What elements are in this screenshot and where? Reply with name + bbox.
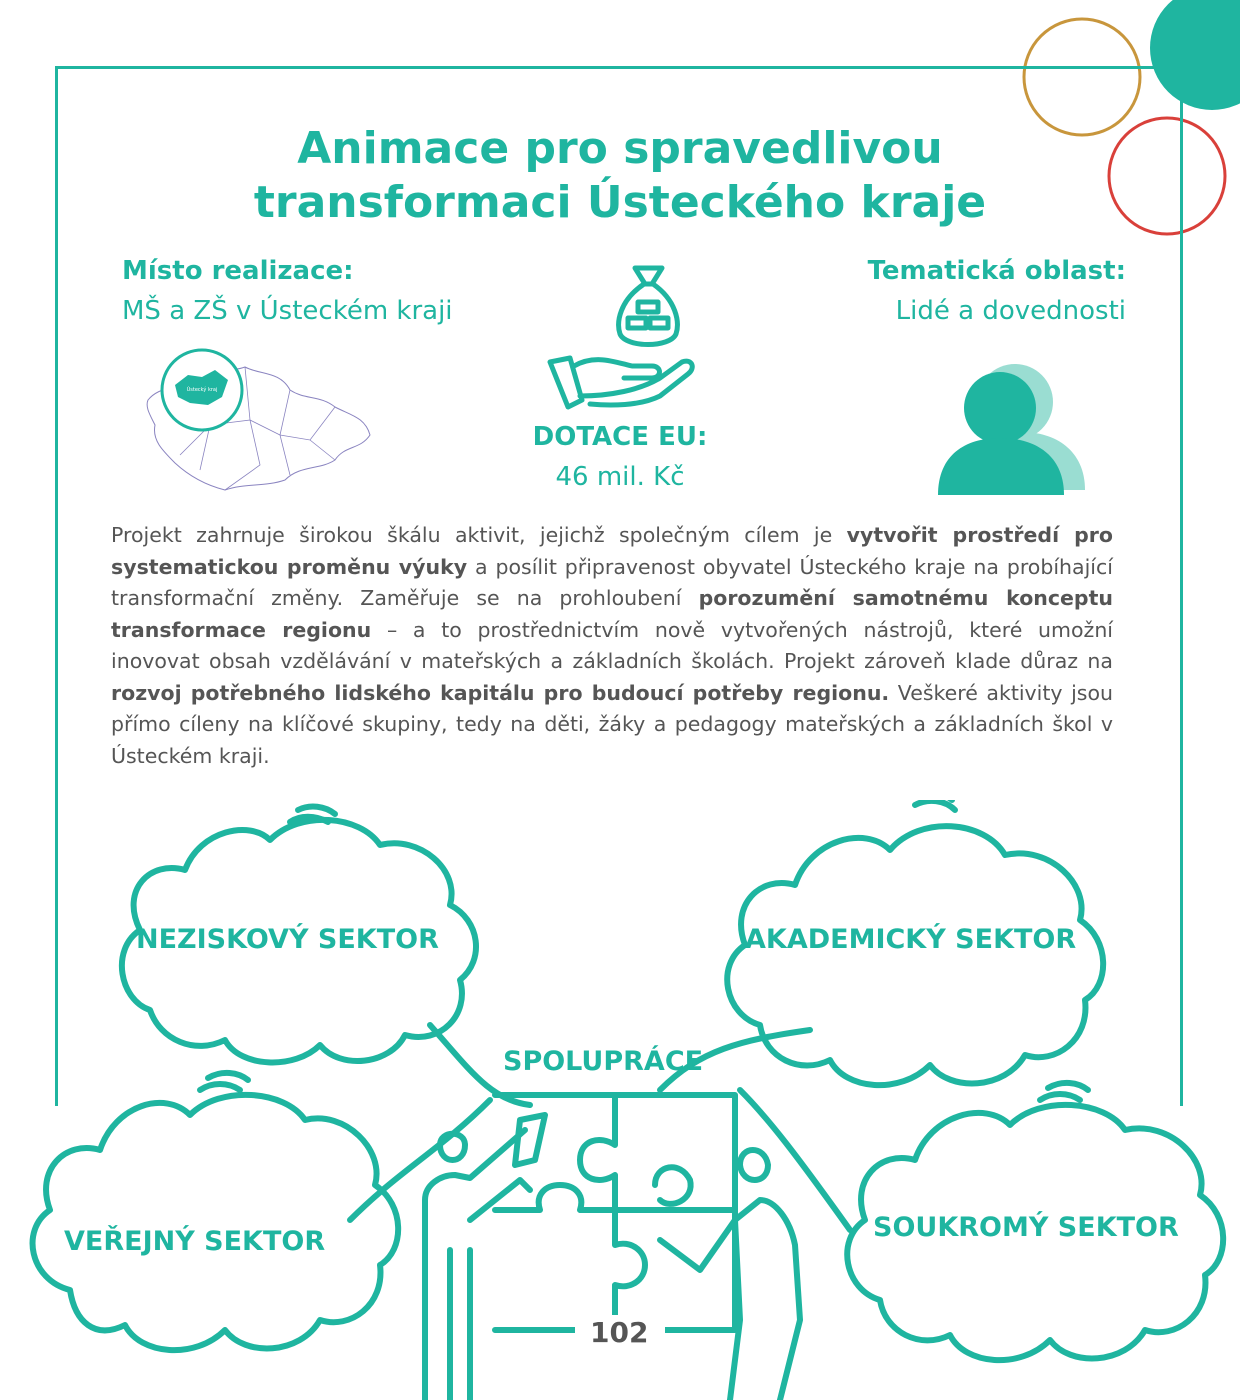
page-title: [120, 122, 1120, 230]
sector-public: VEŘEJNÝ SEKTOR: [64, 1226, 326, 1257]
desc-part-1: Projekt zahrnuje širokou škálu aktivit, jejichž společným cílem je: [111, 523, 847, 547]
map-region-label: Ústecký kraj: [186, 387, 218, 393]
sector-cooperation: SPOLUPRÁCE: [503, 1046, 704, 1077]
place-value: MŠ a ZŠ v Ústeckém kraji: [122, 296, 453, 326]
desc-bold-3: rozvoj potřebného lidského kapitálu pro budoucí potřeby regionu.: [111, 680, 890, 705]
sector-nonprofit: NEZISKOVÝ SEKTOR: [136, 924, 439, 955]
sector-private: SOUKROMÝ SEKTOR: [873, 1212, 1179, 1243]
subsidy-label: DOTACE EU:: [532, 422, 708, 452]
sector-academic: AKADEMICKÝ SEKTOR: [745, 924, 1077, 955]
cloud-academic: [727, 826, 1103, 1085]
page-number: 102: [590, 1316, 649, 1349]
woman-figure: [740, 1150, 768, 1180]
people-icon: [930, 360, 1100, 500]
czech-map-icon: [140, 345, 380, 495]
subsidy-value: 46 mil. Kč: [555, 462, 685, 492]
theme-label: Tematická oblast:: [867, 256, 1126, 286]
cooperation-illustration: [0, 800, 1240, 1400]
desc-part-2: a posílit připravenost obyvatel Ústeckého kraje na probíhající transformační změny. Zaměřuje se na prohloubení: [111, 554, 1113, 610]
cloud-public: [33, 1095, 399, 1350]
title-line-2: transformaci Ústeckého kraje: [253, 177, 987, 228]
theme-value: Lidé a dovednosti: [895, 296, 1126, 326]
desc-bold-1: vytvořit prostředí pro systematickou proměnu výuky: [111, 523, 1113, 579]
project-description: [111, 520, 1113, 772]
place-label: Místo realizace:: [122, 256, 354, 286]
desc-part-3: – a to prostřednictvím nově vytvořených nástrojů, které umožní inovovat obsah vzdělávání v mateřských a základních školách. Projekt zároveň klade důraz na: [111, 617, 1114, 673]
desc-part-4: Veškeré aktivity jsou přímo cíleny na klíčové skupiny, tedy na děti, žáky a pedagogy mateřských a základních škol v Ústeckém kraji.: [111, 680, 1114, 768]
desc-bold-2: porozumění samotnému konceptu transformace regionu: [111, 586, 1113, 642]
title-line-1: Animace pro spravedlivou: [297, 123, 943, 174]
money-bag-hand-icon: [540, 262, 700, 412]
